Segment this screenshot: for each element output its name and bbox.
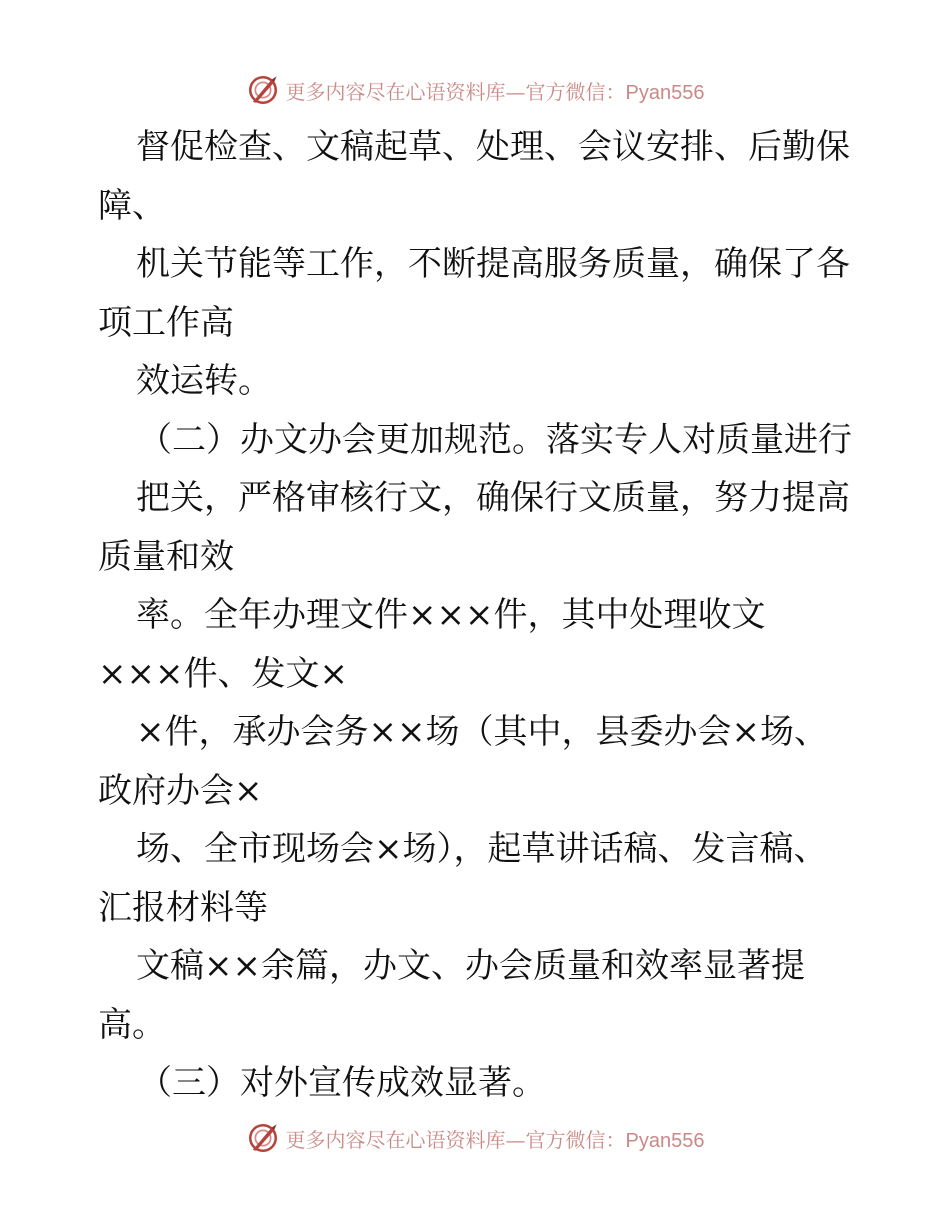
section-heading-2: （二）办文办会更加规范。落实专人对质量进行 [138,419,852,460]
text-line: 场、全市现场会×场），起草讲话稿、发言稿、 [136,829,828,869]
text-line: 效运转。 [136,361,272,401]
watermark-text: 更多内容尽在心语资料库—官方微信：Pyan556 [285,1127,705,1152]
section-heading-3: （三）对外宣传成效显著。 [138,1063,546,1103]
text-line: 文稿××余篇，办文、办会质量和效率显著提 [136,946,805,986]
text-line: ×件，承办会务××场（其中，县委办会×场、 [136,712,828,752]
text-line: 机关节能等工作，不断提高服务质量，确保了各 [136,244,850,284]
watermark-wechat-id: Pyan556 [625,1129,705,1152]
quill-circle-logo-icon [246,1121,280,1155]
footer-watermark [0,1118,950,1158]
text-line: 质量和效 [98,536,234,577]
text-line: 项工作高 [98,302,234,343]
text-line: 高。 [98,1004,166,1045]
watermark-wechat-id: Pyan556 [625,81,705,104]
watermark-text: 更多内容尽在心语资料库—官方微信：Pyan556 [285,79,705,104]
text-line: 把关，严格审核行文，确保行文质量，努力提高 [136,478,850,518]
document-body [98,118,858,1113]
header-watermark [0,70,950,110]
text-line: 障、 [98,185,166,226]
quill-circle-logo-icon [246,73,280,107]
text-line: 率。全年办理文件×××件，其中处理收文 [136,595,766,635]
text-line: 政府办会× [98,770,263,811]
text-line: 督促检查、文稿起草、处理、会议安排、后勤保 [136,127,850,167]
text-line: ×××件、发文× [98,653,348,694]
text-line: 汇报材料等 [98,887,268,928]
